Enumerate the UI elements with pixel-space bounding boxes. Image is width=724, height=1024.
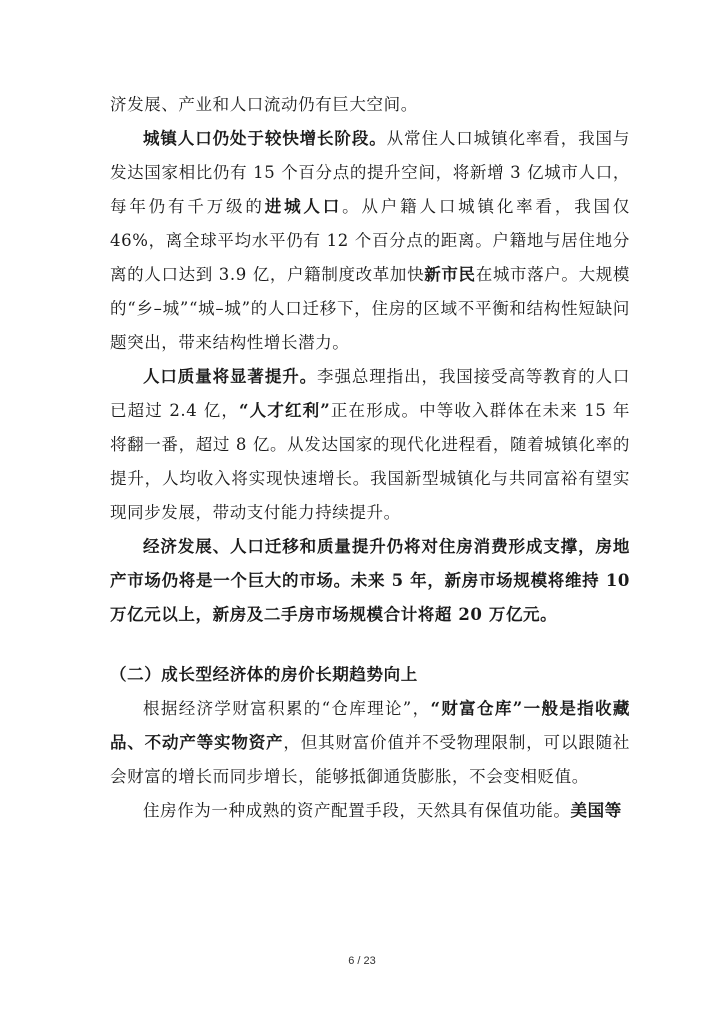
- paragraph: [110, 360, 630, 530]
- paragraph: [110, 530, 630, 632]
- paragraph: [110, 122, 630, 360]
- text-run: 在城市落户。大规模的“乡–城”“城–城”的人口迁移下，住房的区域不平衡和结构性短缺问题突出，带来结构性增长潜力。: [110, 265, 630, 352]
- bold-text-run: 人口质量将显著提升。: [143, 367, 318, 386]
- text-run: 李强总理指出，我国接受高等教育的人口已超过 2.4 亿，: [110, 367, 631, 420]
- bold-text-run: 新市民: [424, 265, 476, 284]
- bold-text-run: “人才红利”: [239, 401, 331, 420]
- document-page: [110, 88, 630, 828]
- text-run: 住房作为一种成熟的资产配置手段，天然具有保值功能。: [143, 801, 571, 820]
- text-run: 济发展、产业和人口流动仍有巨大空间。: [110, 95, 418, 114]
- bold-text-run: 城镇人口仍处于较快增长阶段。: [143, 129, 387, 148]
- paragraph: [110, 88, 630, 122]
- bold-text-run: 美国等: [570, 801, 622, 820]
- section-heading: （二）成长型经济体的房价长期趋势向上: [110, 665, 418, 684]
- text-run: ，但其财富价值并不受物理限制，可以跟随社会财富的增长而同步增长，能够抵御通货膨胀，不会变相贬值。: [110, 733, 631, 786]
- paragraph: [110, 794, 630, 828]
- body-text-before-heading: [110, 88, 630, 632]
- body-text-after-heading: [110, 692, 630, 828]
- bold-text-run: 进城人口: [264, 197, 343, 216]
- bold-text-run: 经济发展、人口迁移和质量提升仍将对住房消费形成支撑，房地产市场仍将是一个巨大的市场。未来 5 年，新房市场规模将维持 10 万亿元以上，新房及二手房市场规模合计将超 20 万亿元。: [110, 537, 630, 624]
- page-number: 6 / 23: [348, 955, 376, 967]
- text-run: 。从户籍人口城镇化率看，我国仅 46%，离全球平均水平仍有 12 个百分点的距离。户籍地与居住地分离的人口达到 3.9 亿，户籍制度改革加快: [110, 197, 630, 284]
- paragraph: [110, 692, 630, 794]
- text-run: 根据经济学财富积累的“仓库理论”，: [143, 699, 431, 718]
- text-run: 正在形成。中等收入群体在未来 15 年将翻一番，超过 8 亿。从发达国家的现代化进程看，随着城镇化率的提升，人均收入将实现快速增长。我国新型城镇化与共同富裕有望实现同步发展，带动支付能力持续提升。: [110, 401, 630, 522]
- bold-text-run: “财富仓库”一般是指收藏品、不动产等实物资产: [110, 699, 630, 752]
- text-run: 从常住人口城镇化率看，我国与发达国家相比仍有 15 个百分点的提升空间，将新增 3 亿城市人口，每年仍有千万级的: [110, 129, 630, 216]
